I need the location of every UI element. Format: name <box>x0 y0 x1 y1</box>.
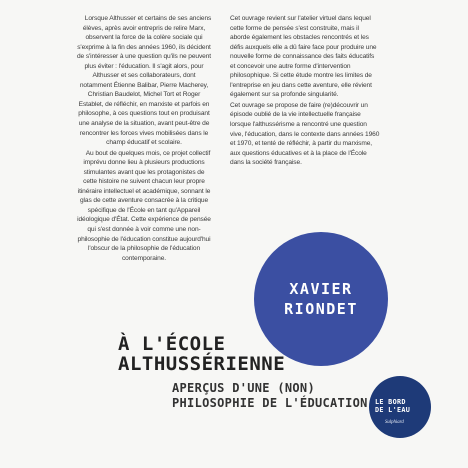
title-line-1: À L'ÉCOLE <box>118 333 226 355</box>
blurb-paragraph: Lorsque Althusser et certains de ses anciens élèves, après avoir entrepris de relire Marx, observent la force de la colère sociale qui s'exprime à la fin des années 1960, ils décident de s'intéresser à une question qu'ils ne peuvent plus éviter : l'éducation. Il s'agit alors, pour Althusser et ses collaborateurs, dont notamment Étienne Balibar, Pierre Macherey, Christian Baudelot, Michel Tort et Roger Establet, de réfléchir, en marxiste et parfois en philosophe, à ces questions tout en produisant une analyse de la situation, avant peut-être de rencontrer les forces vives mobilisées dans le champ éducatif et scolaire. <box>76 15 212 147</box>
blurb-paragraph: Cet ouvrage revient sur l'atelier virtuel dans lequel cette forme de pensée s'est construite, mais il aborde également les obstacles rencontrés et les défis auxquels elle a dû faire face pour produire une nouvelle forme de connaissance des faits éducatifs et concevoir une autre forme d'intervention philosophique. Si cette étude montre les limites de l'entreprise en jeu dans cette aventure, elle révient également sur sa profonde singularité. <box>230 15 377 99</box>
title-line-2: ALTHUSSÉRIENNE <box>118 353 286 375</box>
collection-name <box>375 398 410 414</box>
book-subtitle <box>172 381 368 411</box>
blurb-right-column <box>230 14 380 169</box>
collection-line-1: LE BORD <box>375 398 406 406</box>
subtitle-line-1: APERÇUS D'UNE (NON) <box>172 381 315 395</box>
book-title <box>118 334 285 374</box>
author-last-name: RIONDET <box>284 300 358 318</box>
publisher-name: Sulphiard <box>385 420 404 425</box>
collection-line-2: DE L'EAU <box>375 406 411 414</box>
author-name <box>284 279 358 319</box>
blurb-paragraph: Au bout de quelques mois, ce projet collectif imprévu donne lieu à plusieurs productions stimulantes avant que les protagonistes de cette histoire ne suivent chacun leur propre itinéraire intellectuel et académique, sonnant le glas de cette aventure consacrée à la critique spécifique de l'École en tant qu'Appareil idéologique d'État. Cette expérience de pensée qui s'est donnée à voir comme une non-philosophie de l'éducation constitue aujourd'hui l'obscur de la philosophie de l'éducation contemporaine. <box>77 149 211 262</box>
collection-logo <box>369 376 431 438</box>
subtitle-line-2: PHILOSOPHIE DE L'ÉDUCATION <box>172 396 368 410</box>
blurb-paragraph: Cet ouvrage se propose de faire (re)découvrir un épisode oublié de la vie intellectuelle française lorsque l'althussérisme a rencontré une question vive, l'éducation, dans le contexte dans années 1960 et 1970, et tenté de réfléchir, à partir du marxisme, aux questions éducatives et à la place de l'École dans la société française. <box>230 101 380 167</box>
blurb-left-column <box>76 14 212 264</box>
author-first-name: XAVIER <box>289 280 353 298</box>
